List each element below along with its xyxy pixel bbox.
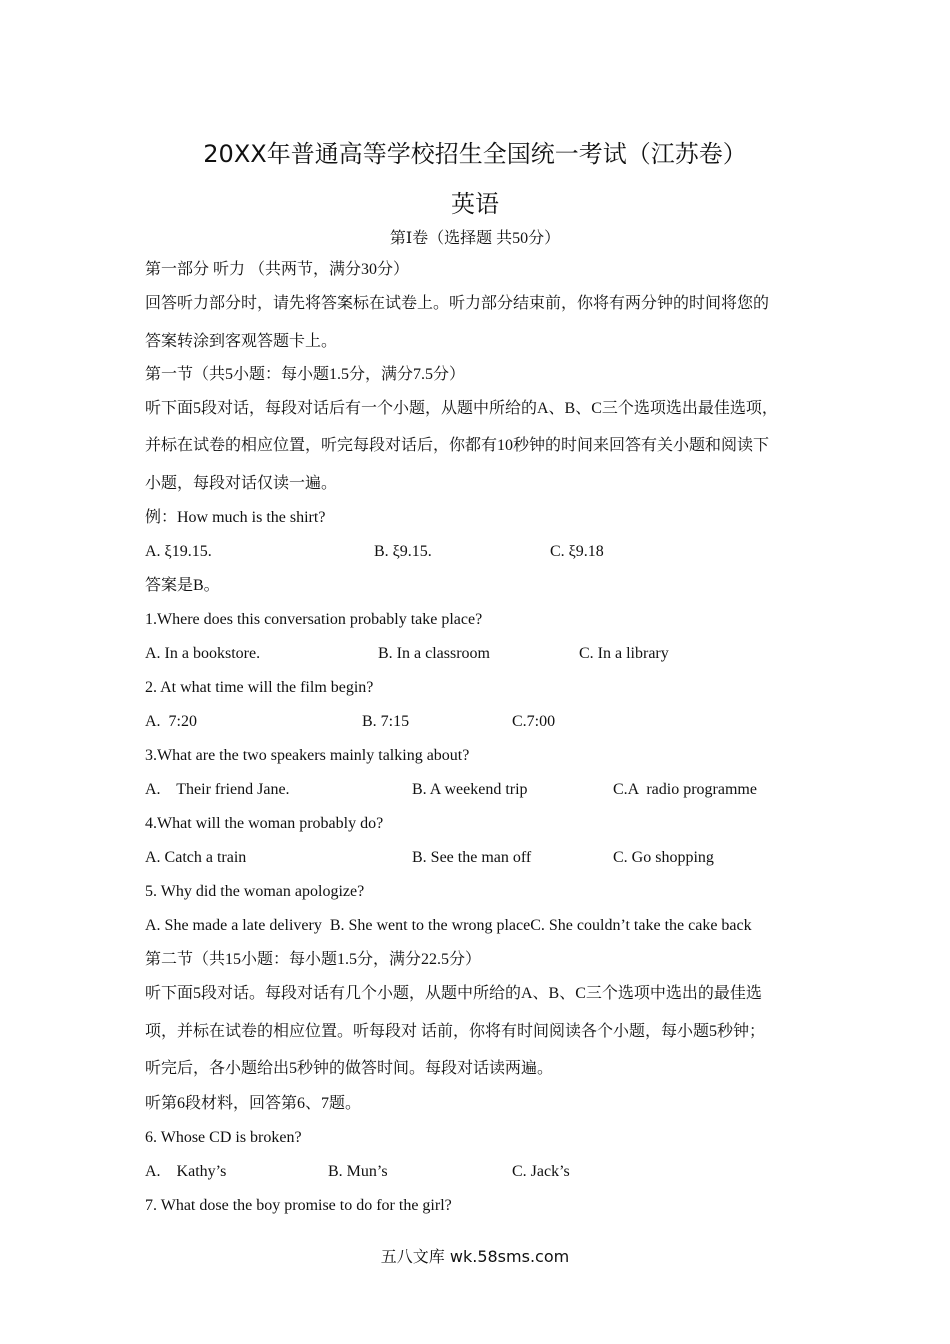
part1-heading: 第一部分 听力 （共两节，满分30分） (145, 261, 410, 278)
example-option-a: A. ξ19.15. (145, 543, 212, 560)
q3-option-a: A. Their friend Jane. (145, 781, 290, 798)
footer-watermark: 五八文库 wk.58sms.com (380, 1247, 570, 1266)
exam-subject: 英语 (451, 190, 499, 218)
question-5: 5. Why did the woman apologize? (145, 883, 365, 900)
section2-instruction-line: 听完后，各小题给出5秒钟的做答时间。每段对话读两遍。 (145, 1060, 554, 1077)
question-2: 2. At what time will the film begin? (145, 679, 374, 696)
question-4: 4.What will the woman probably do? (145, 815, 384, 832)
q4-option-b: B. See the man off (412, 849, 532, 866)
example-option-c: C. ξ9.18 (550, 543, 604, 560)
volume-heading: 第Ⅰ卷（选择题 共50分） (389, 230, 561, 247)
section2-heading: 第二节（共15小题：每小题1.5分，满分22.5分） (145, 951, 482, 968)
q1-option-c: C. In a library (579, 645, 669, 662)
q4-option-a: A. Catch a train (145, 849, 247, 866)
q2-option-b: B. 7:15 (362, 713, 410, 730)
example-question: 例：How much is the shirt? (145, 509, 326, 526)
q3-option-c: C.A radio programme (613, 781, 757, 798)
section1-instruction-line: 听下面5段对话，每段对话后有一个小题，从题中所给的A、B、C三个选项选出最佳选项， (145, 400, 778, 417)
q6-option-c: C. Jack’s (512, 1163, 570, 1180)
q2-option-a: A. 7:20 (145, 713, 197, 730)
q5-options: A. She made a late delivery B. She went to the wrong placeC. She couldn’t take the cake back (145, 917, 752, 934)
q1-option-b: B. In a classroom (378, 645, 490, 662)
example-answer: 答案是B。 (145, 577, 220, 594)
q3-option-b: B. A weekend trip (412, 781, 528, 798)
section2-instruction-line: 听下面5段对话。每段对话有几个小题，从题中所给的A、B、C三个选项中选出的最佳选 (145, 985, 762, 1002)
question-1: 1.Where does this conversation probably take place? (145, 611, 483, 628)
section1-heading: 第一节（共5小题：每小题1.5分，满分7.5分） (145, 366, 466, 383)
section2-instruction-line: 项，并标在试卷的相应位置。听每段对 话前，你将有时间阅读各个小题，每小题5秒钟； (145, 1023, 766, 1040)
q1-option-a: A. In a bookstore. (145, 645, 261, 662)
example-option-b: B. ξ9.15. (374, 543, 432, 560)
question-7: 7. What dose the boy promise to do for the girl? (145, 1197, 452, 1214)
section1-instruction-line: 小题，每段对话仅读一遍。 (145, 475, 338, 492)
q6-option-b: B. Mun’s (328, 1163, 388, 1180)
part1-instruction-line: 回答听力部分时，请先将答案标在试卷上。听力部分结束前，你将有两分钟的时间将您的 (145, 295, 770, 312)
q2-option-c: C.7:00 (512, 713, 556, 730)
q6-option-a: A. Kathy’s (145, 1163, 227, 1180)
exam-title: 20XX年普通高等学校招生全国统一考试（江苏卷） (203, 140, 747, 168)
question-6: 6. Whose CD is broken? (145, 1129, 302, 1146)
part1-instruction-line: 答案转涂到客观答题卡上。 (145, 333, 338, 350)
section1-instruction-line: 并标在试卷的相应位置，听完每段对话后，你都有10秒钟的时间来回答有关小题和阅读下 (145, 437, 770, 454)
q4-option-c: C. Go shopping (613, 849, 714, 866)
material-note: 听第6段材料，回答第6、7题。 (145, 1095, 362, 1112)
question-3: 3.What are the two speakers mainly talking about? (145, 747, 470, 764)
